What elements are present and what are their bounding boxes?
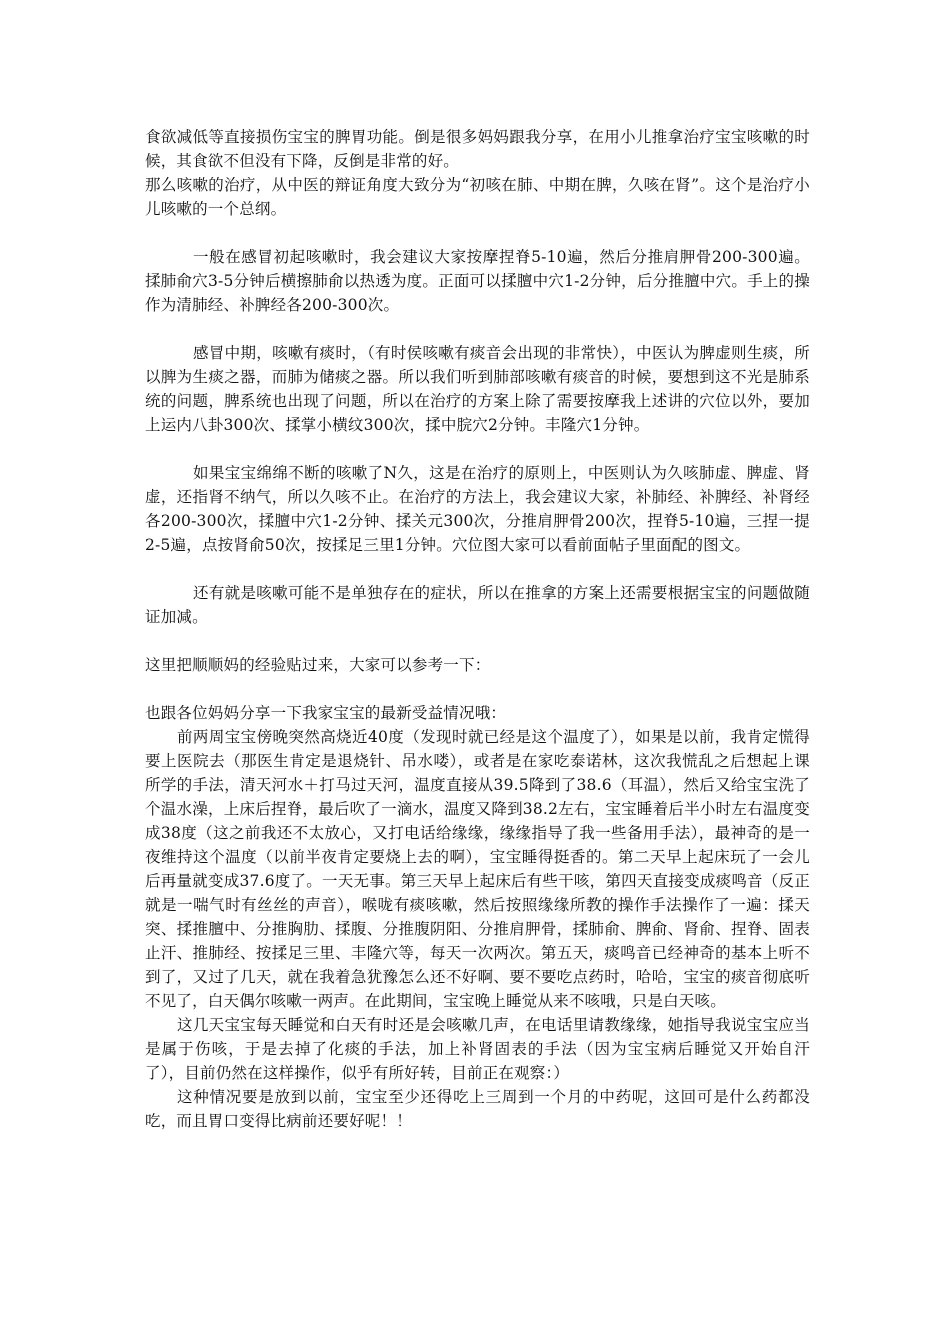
paragraph-appetite: 食欲减低等直接损伤宝宝的脾胃功能。倒是很多妈妈跟我分享，在用小儿推拿治疗宝宝咳嗽的时候，其食欲不但没有下降，反倒是非常的好。 [145,128,810,170]
document-body [145,125,810,1133]
spacer [145,221,810,245]
spacer [145,317,810,341]
paragraph-middle-stage: 感冒中期，咳嗽有痰时，（有时侯咳嗽有痰音会出现的非常快），中医认为脾虚则生痰，所以脾为生痰之器，而肺为储痰之器。所以我们听到肺部咳嗽有痰音的时候，要想到这不光是肺系统的问题，脾系统也出现了问题，所以在治疗的方案上除了需要按摩我上述讲的穴位以外，要加上运内八卦300次、揉掌小横纹300次，揉中脘穴2分钟。丰隆穴1分钟。 [145,344,810,434]
spacer [145,437,810,461]
paragraph-share-intro: 也跟各位妈妈分享一下我家宝宝的最新受益情况哦： [145,704,507,722]
spacer [145,629,810,653]
paragraph-adjustment: 还有就是咳嗽可能不是单独存在的症状，所以在推拿的方案上还需要根据宝宝的问题做随证加减。 [145,584,810,626]
paragraph-treatment-principle: 那么咳嗽的治疗，从中医的辩证角度大致分为“初咳在肺、中期在脾，久咳在肾”。这个是治疗小儿咳嗽的一个总纲。 [145,176,810,218]
paragraph-intro-experience: 这里把顺顺妈的经验贴过来，大家可以参考一下： [145,656,491,674]
paragraph-early-stage: 一般在感冒初起咳嗽时，我会建议大家按摩捏脊5-10遍，然后分推肩胛骨200-300遍。揉肺俞穴3-5分钟后横擦肺俞以热透为度。正面可以揉膻中穴1-2分钟，后分推膻中穴。手上的操作为清肺经、补脾经各200-300次。 [145,248,810,314]
paragraph-chronic-stage: 如果宝宝绵绵不断的咳嗽了N久，这是在治疗的原则上，中医则认为久咳肺虚、脾虚、肾虚，还指肾不纳气，所以久咳不止。在治疗的方法上，我会建议大家，补肺经、补脾经、补肾经各200-300次，揉膻中穴1-2分钟、揉关元300次，分推肩胛骨200次，捏脊5-10遍，三捏一提2-5遍，点按肾俞50次，按揉足三里1分钟。穴位图大家可以看前面帖子里面配的图文。 [145,464,810,554]
paragraph-recent-days: 这几天宝宝每天睡觉和白天有时还是会咳嗽几声，在电话里请教缘缘，她指导我说宝宝应当是属于伤咳，于是去掉了化痰的手法，加上补肾固表的手法（因为宝宝病后睡觉又开始自汗了），目前仍然在这样操作，似乎有所好转，目前正在观察：） [145,1016,810,1082]
paragraph-fever-story: 前两周宝宝傍晚突然高烧近40度（发现时就已经是这个温度了），如果是以前，我肯定慌得要上医院去（那医生肯定是退烧针、吊水喽），或者是在家吃泰诺林，这次我慌乱之后想起上课所学的手法，清天河水＋打马过天河，温度直接从39.5降到了38.6（耳温），然后又给宝宝洗了个温水澡，上床后捏脊，最后吹了一滴水，温度又降到38.2左右，宝宝睡着后半小时左右温度变成38度（这之前我还不太放心，又打电话给缘缘，缘缘指导了我一些备用手法），最神奇的是一夜维持这个温度（以前半夜肯定要烧上去的啊），宝宝睡得挺香的。第二天早上起床玩了一会儿后再量就变成37.6度了。一天无事。第三天早上起床后有些干咳，第四天直接变成痰鸣音（反正就是一喘气时有丝丝的声音），喉咙有痰咳嗽，然后按照缘缘所教的操作手法操作了一遍：揉天突、揉推膻中、分推胸肋、揉腹、分推腹阴阳、分推肩胛骨，揉肺俞、脾俞、肾俞、捏脊、固表止汗、推肺经、按揉足三里、丰隆穴等，每天一次两次。第五天，痰鸣音已经神奇的基本上听不到了，又过了几天，就在我着急犹豫怎么还不好啊、要不要吃点药时，哈哈，宝宝的痰音彻底听不见了，白天偶尔咳嗽一两声。在此期间，宝宝晚上睡觉从来不咳哦，只是白天咳。 [145,728,810,1010]
spacer [145,677,810,701]
spacer [145,557,810,581]
paragraph-conclusion: 这种情况要是放到以前，宝宝至少还得吃上三周到一个月的中药呢，这回可是什么药都没吃，而且胃口变得比病前还要好呢！！ [145,1088,810,1130]
